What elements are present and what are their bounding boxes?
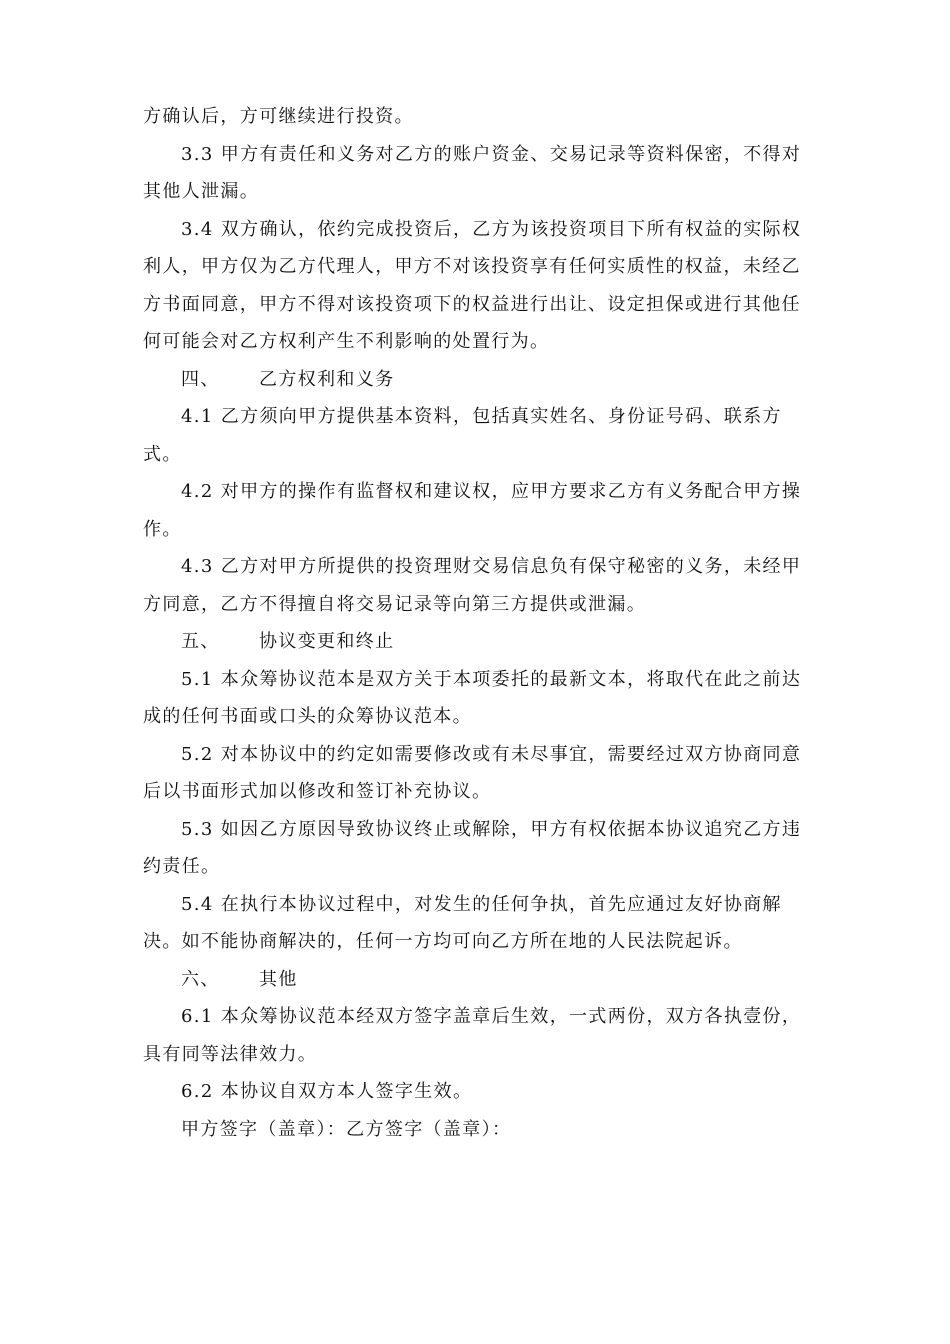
paragraph-continuation: 方确认后，方可继续进行投资。: [143, 106, 414, 127]
paragraph-6-2: 6.2 本协议自双方本人签字生效。: [181, 1081, 473, 1102]
paragraph-3-4: 3.4 双方确认，依约完成投资后，乙方为该投资项目下所有权益的实际权利人，甲方仅为乙方代理人，甲方不对该投资享有任何实质性的权益，未经乙方书面同意，甲方不得对该投资项下的权益进行出让、设定担保或进行其他任何可能会对乙方权利产生不利影响的处置行为。: [143, 218, 802, 352]
paragraph-5-1: 5.1 本众筹协议范本是双方关于本项委托的最新文本，将取代在此之前达成的任何书面或口头的众筹协议范本。: [143, 668, 802, 727]
section-title: 其他: [259, 968, 298, 990]
paragraph-5-3: 5.3 如因乙方原因导致协议终止或解除，甲方有权依据本协议追究乙方违约责任。: [143, 818, 802, 877]
section-number: 五、: [181, 631, 220, 652]
paragraph-5-2: 5.2 对本协议中的约定如需要修改或有未尽事宜，需要经过双方协商同意后以书面形式加以修改和签订补充协议。: [143, 743, 802, 802]
section-title: 协议变更和终止: [259, 631, 395, 652]
paragraph-4-3: 4.3 乙方对甲方所提供的投资理财交易信息负有保守秘密的义务，未经甲方同意，乙方不得擅自将交易记录等向第三方提供或泄漏。: [143, 556, 802, 615]
signature-line: 甲方签字（盖章）：乙方签字（盖章）：: [181, 1118, 512, 1140]
section-number: 四、: [181, 368, 220, 390]
section-number: 六、: [181, 968, 220, 990]
paragraph-5-4: 5.4 在执行本协议过程中，对发生的任何争执，首先应通过友好协商解决。如不能协商解决的，任何一方均可向乙方所在地的人民法院起诉。: [143, 893, 782, 952]
section-heading-4: [143, 361, 809, 399]
section-heading-6: [143, 961, 809, 999]
section-title: 乙方权利和义务: [259, 368, 395, 390]
document-body: [143, 98, 809, 1148]
paragraph-4-2: 4.2 对甲方的操作有监督权和建议权，应甲方要求乙方有义务配合甲方操作。: [143, 481, 802, 540]
paragraph-6-1: 6.1 本众筹协议范本经双方签字盖章后生效，一式两份，双方各执壹份，具有同等法律效力。: [143, 1006, 802, 1065]
paragraph-4-1: 4.1 乙方须向甲方提供基本资料，包括真实姓名、身份证号码、联系方式。: [143, 406, 782, 465]
section-heading-5: [143, 623, 809, 661]
paragraph-3-3: 3.3 甲方有责任和义务对乙方的账户资金、交易记录等资料保密，不得对其他人泄漏。: [143, 143, 802, 202]
